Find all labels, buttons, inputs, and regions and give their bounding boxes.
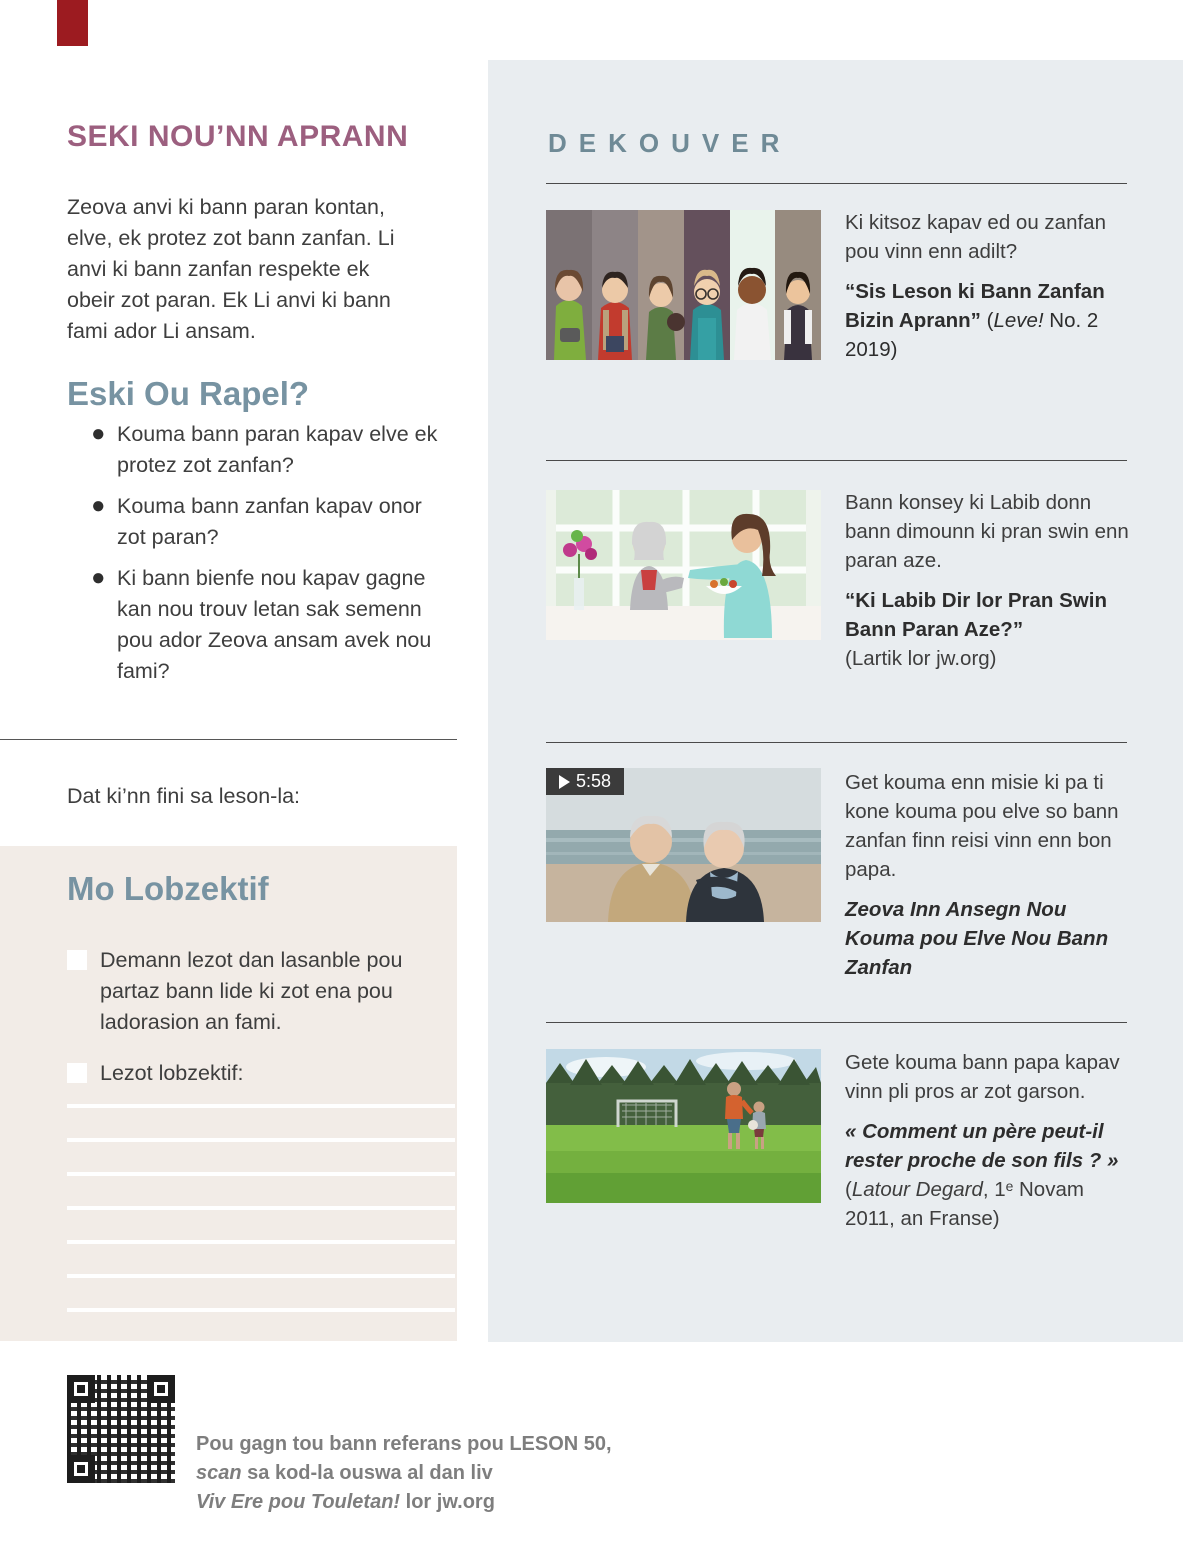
children-collage-image: [546, 210, 821, 360]
section-reference: “Ki Labib Dir lor Pran Swin Bann Paran Aze?” (Lartik lor jw.org): [845, 589, 1107, 670]
section-description: Get kouma enn misie ki pa ti kone kouma pou elve so bann zanfan finn reisi vinn enn bon papa.: [845, 771, 1119, 881]
date-completed-label: Dat ki’nn fini sa leson-la:: [67, 783, 301, 808]
section-text: [845, 1048, 1139, 1233]
qr-finder-icon: [67, 1375, 95, 1403]
page-title: SEKI NOU’NN APRANN: [67, 120, 409, 154]
my-objectives-box: [0, 846, 457, 1341]
writing-line[interactable]: [67, 1138, 455, 1142]
bullet-icon: ●: [91, 492, 106, 519]
father-son-soccer-image: [546, 1049, 821, 1203]
recall-question: ● Ki bann bienfe nou kapav gagne kan nou trouv letan sak semenn pou ador Zeova ansam avek nou fami?: [91, 564, 432, 683]
section-reference: Zeova Inn Ansegn Nou Kouma pou Elve Nou Bann Zanfan: [845, 898, 1109, 979]
bullet-icon: ●: [91, 420, 106, 447]
lesson-bookmark-tab: [57, 0, 88, 46]
video-duration-badge[interactable]: [546, 768, 624, 795]
intro-paragraph: Zeova anvi ki bann paran kontan, elve, ek protez zot bann zanfan. Li anvi ki bann zanfan respekte ek obeir zot paran. Ek Li anvi ki bann fami ador Li ansam.: [67, 194, 395, 343]
recall-section-title: Eski Ou Rapel?: [67, 375, 310, 413]
play-icon: [559, 775, 570, 789]
dekouver-title: DEKOUVER: [548, 127, 792, 158]
video-duration: 5:58: [575, 771, 612, 791]
writing-line[interactable]: [67, 1172, 455, 1176]
section-description: Bann konsey ki Labib donn bann dimounn ki pran swin enn paran aze.: [845, 491, 1129, 572]
recall-question: ● Kouma bann paran kapav elve ek protez zot zanfan?: [91, 420, 438, 477]
recall-question: ● Kouma bann zanfan kapav onor zot paran?: [91, 492, 422, 549]
checkbox[interactable]: [67, 1063, 87, 1083]
writing-line[interactable]: [67, 1240, 455, 1244]
bullet-icon: ●: [91, 564, 106, 591]
objective-item: Demann lezot dan lasanble pou partaz bann lide ki zot ena pou ladorasion an fami.: [67, 945, 432, 1038]
section-reference: “Sis Leson ki Bann Zanfan Bizin Aprann” (Leve! No. 2 2019): [845, 280, 1105, 361]
divider-line: [0, 739, 457, 740]
writing-line[interactable]: [67, 1308, 455, 1312]
section-reference: « Comment un père peut-il rester proche de son fils ? » (Latour Degard, 1ᵉ Novam 2011, an Franse): [845, 1120, 1119, 1230]
writing-line[interactable]: [67, 1274, 455, 1278]
section-text: [845, 208, 1139, 364]
qr-caption: Pou gagn tou bann referans pou LESON 50, scan sa kod-la ouswa al dan liv Viv Ere pou Touletan! lor jw.org: [196, 1433, 612, 1513]
section-text: [845, 768, 1139, 982]
section-divider: [546, 183, 1127, 184]
qr-finder-icon: [67, 1455, 95, 1483]
qr-code: [67, 1375, 175, 1483]
checkbox[interactable]: [67, 950, 87, 970]
section-description: Gete kouma bann papa kapav vinn pli pros ar zot garson.: [845, 1051, 1120, 1103]
writing-line[interactable]: [67, 1206, 455, 1210]
qr-finder-icon: [147, 1375, 175, 1403]
caregiver-serving-meal-image: [546, 490, 821, 640]
recall-question-list: [67, 419, 445, 697]
objective-item: Lezot lobzektif:: [67, 1058, 432, 1089]
section-description: Ki kitsoz kapav ed ou zanfan pou vinn enn adilt?: [845, 211, 1106, 263]
section-divider: [546, 1022, 1127, 1023]
section-divider: [546, 742, 1127, 743]
section-divider: [546, 460, 1127, 461]
objectives-title: Mo Lobzektif: [67, 870, 269, 907]
section-text: [845, 488, 1139, 673]
writing-line[interactable]: [67, 1104, 455, 1108]
